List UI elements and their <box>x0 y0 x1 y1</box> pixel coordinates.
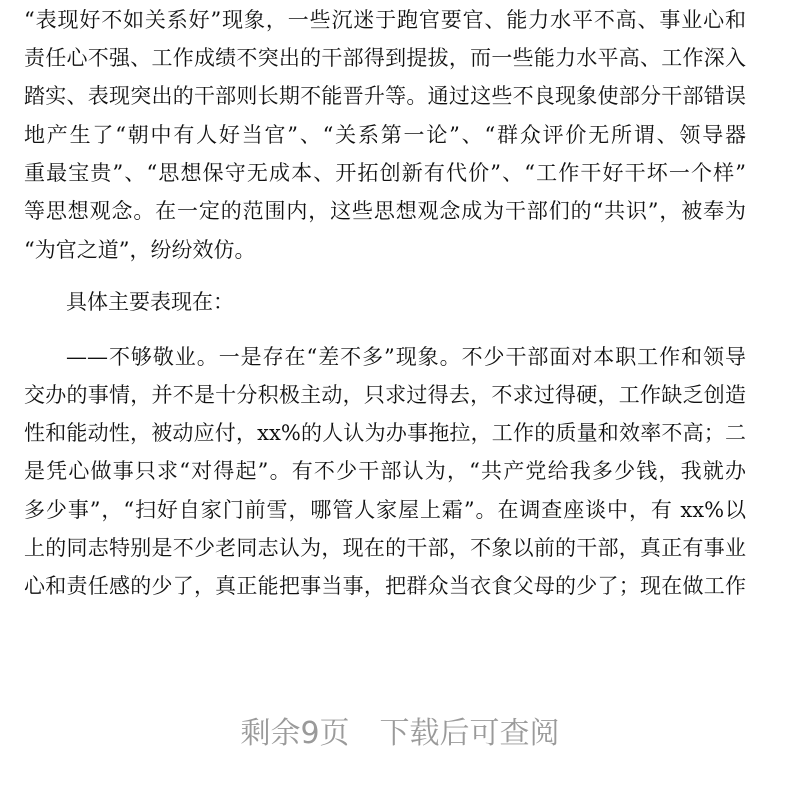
text-line: 交办的事情，并不是十分积极主动，只求过得去，不求过得硬，工作缺乏创造 <box>24 383 746 407</box>
text-line: 多少事”，“扫好自家门前雪，哪管人家屋上霜”。在调查座谈中，有 xx%以 <box>24 498 746 522</box>
text-line: 踏实、表现突出的干部则长期不能晋升等。通过这些不良现象使部分干部错误 <box>24 84 746 108</box>
text-line: 等思想观念。在一定的范围内，这些思想观念成为干部们的“共识”，被奉为 <box>24 199 747 223</box>
text-line: 是凭心做事只求“对得起”。有不少干部认为，“共产党给我多少钱，我就办 <box>24 459 746 483</box>
text-line: ——不够敬业。一是存在“差不多”现象。不少干部面对本职工作和领导 <box>66 345 746 369</box>
text-line: 重最宝贵”、“思想保守无成本、开拓创新有代价”、“工作干好干坏一个样” <box>24 161 746 185</box>
text-line: “表现好不如关系好”现象，一些沉迷于跑官要官、能力水平不高、事业心和 <box>24 8 746 32</box>
remaining-pages-notice[interactable]: 剩余9页 下载后可查阅 <box>240 716 560 751</box>
text-line: 地产生了“朝中有人好当官”、“关系第一论”、“群众评价无所谓、领导器 <box>24 123 746 147</box>
text-line: “为官之道”，纷纷效仿。 <box>24 238 256 262</box>
text-line: 性和能动性，被动应付，xx%的人认为办事拖拉，工作的质量和效率不高；二 <box>24 421 746 445</box>
text-line: 上的同志特别是不少老同志认为，现在的干部，不象以前的干部，真正有事业 <box>24 536 746 560</box>
text-line: 心和责任感的少了，真正能把事当事，把群众当衣食父母的少了；现在做工作 <box>24 574 746 598</box>
text-line: 责任心不强、工作成绩不突出的干部得到提拔，而一些能力水平高、工作深入 <box>24 46 746 70</box>
section-heading: 具体主要表现在： <box>66 290 234 314</box>
